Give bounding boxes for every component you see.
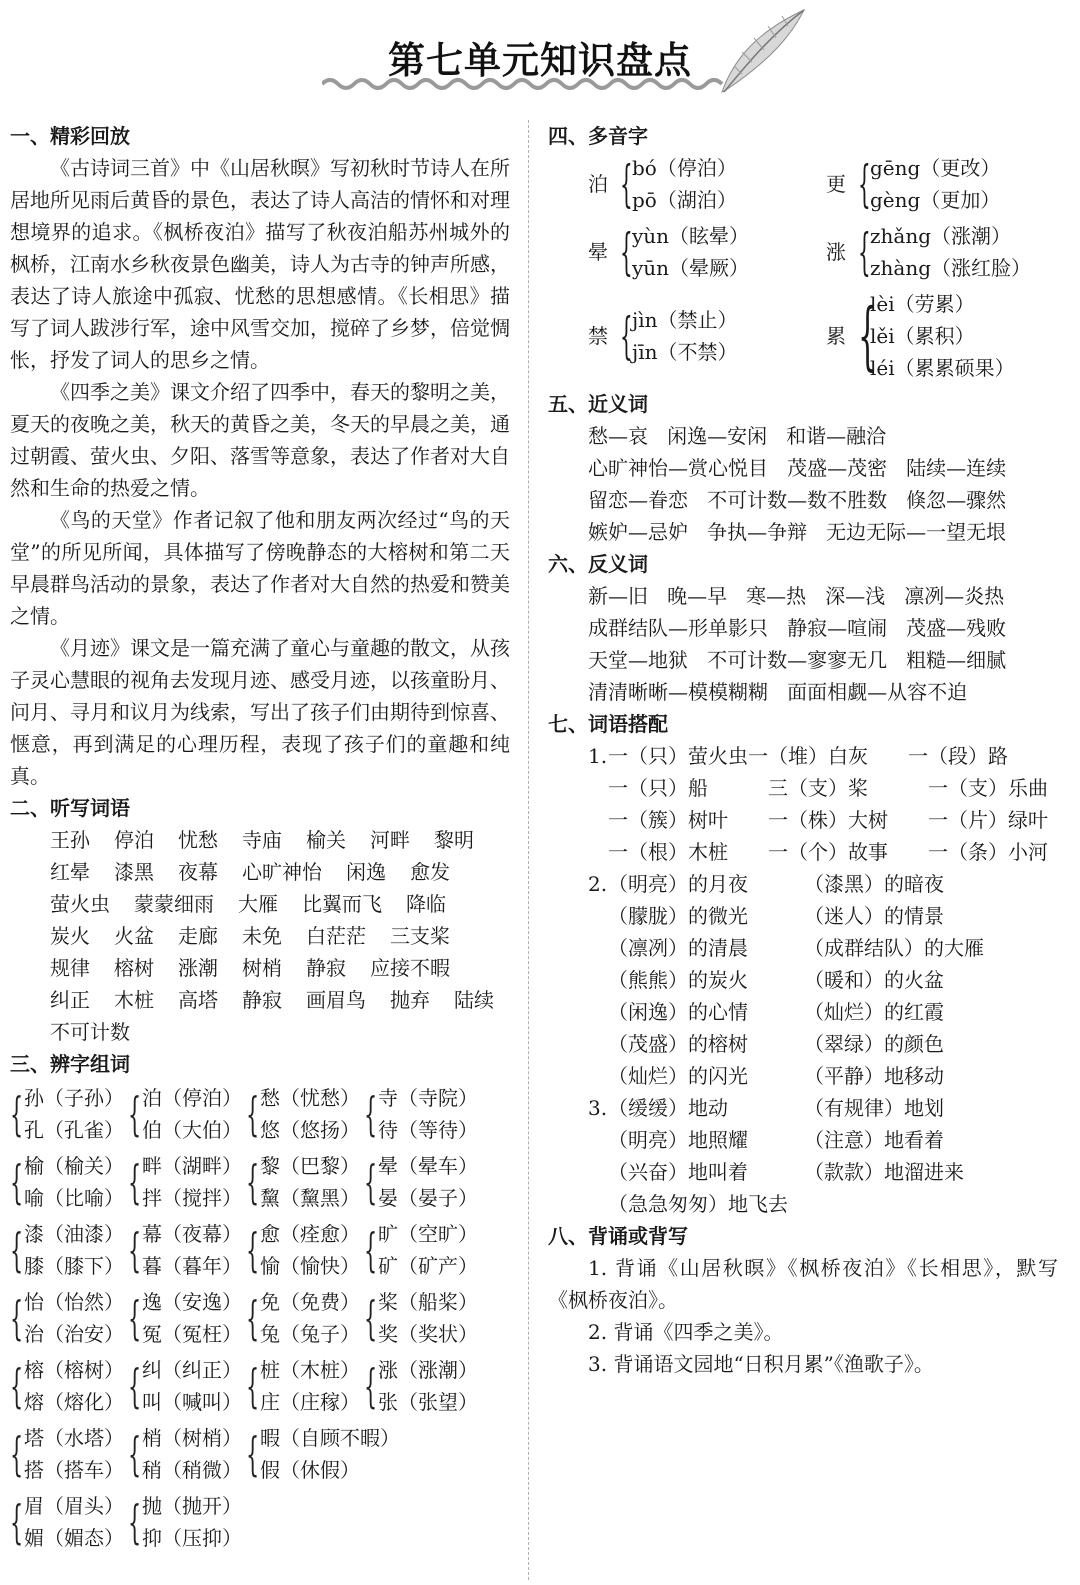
- char-pair: [246, 1218, 364, 1282]
- polyphone-char: 更: [826, 172, 846, 196]
- pair-word: 怡（怡然）: [24, 1290, 124, 1314]
- collocation-row: [548, 1028, 1058, 1060]
- word: 大雁: [238, 892, 278, 916]
- collocation: （平静）地移动: [804, 1064, 944, 1088]
- reading: lèi（劳累）: [870, 292, 975, 316]
- collocation: 一（根）木桩: [608, 840, 728, 864]
- char-pair: [246, 1354, 364, 1418]
- brace-icon: {: [10, 1087, 24, 1141]
- collocation: （有规律）地划: [804, 1096, 944, 1120]
- word: 降临: [406, 892, 446, 916]
- char-pair: [364, 1354, 482, 1418]
- word: 榆关: [306, 828, 346, 852]
- pair-word: 稍（稍微）: [142, 1458, 242, 1482]
- pair-word: 梢（树梢）: [142, 1426, 242, 1450]
- synonym-row: [548, 516, 1058, 548]
- recitation-item: 3. 背诵语文园地“日积月累”《渔歌子》。: [588, 1352, 934, 1376]
- section-char-distinguish: [10, 1048, 510, 1554]
- char-pair: [128, 1490, 246, 1554]
- collocation: 一（段）路: [908, 744, 1008, 768]
- pair-word: 暇（自顾不暇）: [260, 1426, 400, 1450]
- pair-word: 黧（黧黑）: [260, 1186, 360, 1210]
- word: 红晕: [50, 860, 90, 884]
- collocation: 一（堆）白灰: [748, 744, 868, 768]
- collocation: （茂盛）的榕树: [608, 1032, 748, 1056]
- collocation: （明亮）的月夜: [608, 872, 748, 896]
- title-underline-wave: [322, 72, 732, 94]
- word-pair: 和谐—融洽: [786, 424, 887, 448]
- char-pair: [364, 1218, 482, 1282]
- brace-icon: {: [128, 1087, 142, 1141]
- word: 火盆: [114, 924, 154, 948]
- reading: pō（湖泊）: [632, 188, 737, 212]
- polyphone-grid: [548, 152, 1058, 388]
- collocation: （迷人）的情景: [804, 904, 944, 928]
- word-row: [10, 824, 510, 856]
- brace-icon: {: [620, 307, 633, 365]
- word-pair: 不可计数—数不胜数: [707, 488, 888, 512]
- antonym-row: [548, 612, 1058, 644]
- word: 静寂: [306, 956, 346, 980]
- char-pair: [10, 1490, 128, 1554]
- collocation: （成群结队）的大雁: [804, 936, 984, 960]
- pair-word: 治（治安）: [24, 1322, 124, 1346]
- polyphone-char: 禁: [588, 324, 608, 348]
- pair-word: 搭（搭车）: [24, 1458, 124, 1482]
- word: 白茫茫: [306, 924, 366, 948]
- brace-icon: {: [246, 1223, 260, 1277]
- item-number: 3.: [588, 1096, 608, 1120]
- word: 忧愁: [178, 828, 218, 852]
- word: 漆黑: [114, 860, 154, 884]
- word-row: [10, 984, 510, 1016]
- brace-icon: {: [128, 1155, 142, 1209]
- synonym-row: [548, 452, 1058, 484]
- section-heading: 四、多音字: [548, 124, 648, 148]
- reading: zhǎng（涨潮）: [870, 224, 1012, 248]
- word: 画眉鸟: [306, 988, 366, 1012]
- collocation: （缓缓）地动: [608, 1096, 728, 1120]
- pair-word: 膝（膝下）: [24, 1254, 124, 1278]
- antonym-row: [548, 580, 1058, 612]
- right-column: [548, 120, 1058, 1380]
- collocation-row: [548, 740, 1058, 772]
- pair-word: 叫（喊叫）: [142, 1390, 242, 1414]
- collocation-row: [548, 996, 1058, 1028]
- word: 三支桨: [390, 924, 450, 948]
- pair-word: 孙（子孙）: [24, 1086, 124, 1110]
- pair-word: 塔（水塔）: [24, 1426, 124, 1450]
- word-pair: 茂盛—茂密: [787, 456, 888, 480]
- word-pair: 留恋—眷恋: [588, 488, 688, 512]
- word: 闲逸: [346, 860, 386, 884]
- collocation-row: [548, 1124, 1058, 1156]
- paragraph: 《四季之美》课文介绍了四季中，春天的黎明之美，夏天的夜晚之美，秋天的黄昏之美，冬天的早晨之美，通过朝霞、萤火虫、夕阳、落雪等意象，表达了作者对大自然和生命的热爱之情。: [10, 380, 510, 500]
- word-pair: 不可计数—寥寥无几: [707, 648, 888, 672]
- word-pair: 深—浅: [825, 584, 886, 608]
- pair-word: 孔（孔雀）: [24, 1118, 124, 1142]
- pair-word: 桨（船桨）: [378, 1290, 478, 1314]
- brace-icon: {: [246, 1087, 260, 1141]
- collocation-row: [548, 1060, 1058, 1092]
- pair-word: 抛（抛开）: [142, 1494, 242, 1518]
- pair-word: 奖（奖状）: [378, 1322, 478, 1346]
- collocation: （暖和）的火盆: [804, 968, 944, 992]
- collocation-row: [548, 964, 1058, 996]
- pair-word: 免（免费）: [260, 1290, 360, 1314]
- word: 静寂: [242, 988, 282, 1012]
- brace-icon: {: [620, 223, 633, 281]
- word: 榕树: [114, 956, 154, 980]
- reading: léi（累累硕果）: [870, 356, 1015, 380]
- pair-word: 黎（巴黎）: [260, 1154, 360, 1178]
- section-polyphones: [548, 120, 1058, 388]
- pair-word: 眉（眉头）: [24, 1494, 124, 1518]
- brace-icon: {: [128, 1427, 142, 1481]
- pair-word: 熔（熔化）: [24, 1390, 124, 1414]
- antonym-row: [548, 676, 1058, 708]
- recitation-item: 1. 背诵《山居秋暝》《枫桥夜泊》《长相思》，默写《枫桥夜泊》。: [548, 1256, 1058, 1312]
- word: 陆续: [454, 988, 494, 1012]
- page-title: 第七单元知识盘点: [388, 39, 692, 82]
- section-heading: 七、词语搭配: [548, 712, 668, 736]
- column-divider: [528, 120, 529, 1580]
- pair-word: 旷（空旷）: [378, 1222, 478, 1246]
- char-pair: [364, 1082, 482, 1146]
- brace-icon: {: [246, 1155, 260, 1209]
- collocation: （明亮）地照耀: [608, 1128, 748, 1152]
- collocation-row: [548, 932, 1058, 964]
- brace-icon: {: [10, 1359, 24, 1413]
- char-pair: [128, 1354, 246, 1418]
- feather-icon: [712, 4, 812, 96]
- collocation: 一（簇）树叶: [608, 808, 728, 832]
- collocation: （熊熊）的炭火: [608, 968, 748, 992]
- section-collocation: [548, 708, 1058, 1220]
- collocation: 一（只）船: [608, 776, 708, 800]
- word: 河畔: [370, 828, 410, 852]
- brace-icon: {: [128, 1495, 142, 1549]
- section-heading: 八、背诵或背写: [548, 1224, 688, 1248]
- word: 规律: [50, 956, 90, 980]
- polyphone-item: [588, 152, 826, 216]
- polyphone-item: [826, 220, 1064, 284]
- pair-word: 愈（痊愈）: [260, 1222, 360, 1246]
- word-row: [10, 888, 510, 920]
- word-pair: 新—旧: [588, 584, 648, 608]
- pair-word: 纠（纠正）: [142, 1358, 242, 1382]
- pair-word: 伯（大伯）: [142, 1118, 242, 1142]
- synonym-row: [548, 420, 1058, 452]
- word-row: [10, 1016, 510, 1048]
- paragraph: 《鸟的天堂》作者记叙了他和朋友两次经过“鸟的天堂”的所见所闻，具体描写了傍晚静态的大榕树和第二天早晨群鸟活动的景象，表达了作者对大自然的热爱和赞美之情。: [10, 508, 510, 628]
- collocation: （急急匆匆）地飞去: [608, 1192, 788, 1216]
- pair-word: 冤（冤枉）: [142, 1322, 242, 1346]
- word: 树梢: [242, 956, 282, 980]
- polyphone-char: 涨: [826, 240, 846, 264]
- pair-word: 假（休假）: [260, 1458, 360, 1482]
- word-pair: 茂盛—残败: [906, 616, 1007, 640]
- word-pair: 嫉妒—忌妒: [588, 520, 688, 544]
- char-pair: [364, 1286, 482, 1350]
- word: 黎明: [434, 828, 474, 852]
- collocation-row: [548, 804, 1058, 836]
- word-pair: 清清晰晰—模模糊糊: [588, 680, 768, 704]
- brace-icon: {: [10, 1223, 24, 1277]
- pair-word: 桩（木桩）: [260, 1358, 360, 1382]
- brace-icon: {: [128, 1291, 142, 1345]
- char-pair: [10, 1422, 128, 1486]
- pair-word: 矿（矿产）: [378, 1254, 478, 1278]
- char-pair: [128, 1218, 246, 1282]
- char-pair: [128, 1150, 246, 1214]
- word: 不可计数: [50, 1020, 130, 1044]
- collocation: （灿烂）的闪光: [608, 1064, 748, 1088]
- brace-icon: {: [858, 223, 871, 281]
- collocation-row: [548, 868, 1058, 900]
- reading: bó（停泊）: [632, 156, 737, 180]
- brace-icon: {: [364, 1223, 378, 1277]
- pair-word: 畔（湖畔）: [142, 1154, 242, 1178]
- brace-icon: {: [10, 1291, 24, 1345]
- brace-icon: {: [858, 155, 871, 213]
- word: 比翼而飞: [302, 892, 382, 916]
- synonym-row: [548, 484, 1058, 516]
- section-dictation: [10, 792, 510, 1048]
- reading: lěi（累积）: [870, 324, 975, 348]
- char-pair: [246, 1150, 364, 1214]
- char-pair: [128, 1082, 246, 1146]
- pair-word: 泊（停泊）: [142, 1086, 242, 1110]
- collocation-row: [548, 1156, 1058, 1188]
- brace-icon: {: [246, 1427, 260, 1481]
- polyphone-item: [588, 288, 826, 384]
- collocation: 一（支）乐曲: [928, 776, 1048, 800]
- word: 王孙: [50, 828, 90, 852]
- collocation-row: [548, 836, 1058, 868]
- char-pair: [10, 1286, 128, 1350]
- polyphone-char: 累: [826, 324, 846, 348]
- reading: yūn（晕厥）: [632, 256, 750, 280]
- brace-icon: {: [128, 1359, 142, 1413]
- pair-word: 喻（比喻）: [24, 1186, 124, 1210]
- reading: jìn（禁止）: [632, 308, 738, 332]
- reading: yùn（眩晕）: [632, 224, 750, 248]
- title-banner: [0, 0, 1080, 110]
- collocation: 一（个）故事: [768, 840, 888, 864]
- collocation: （兴奋）地叫着: [608, 1160, 748, 1184]
- char-pair: [246, 1422, 482, 1486]
- pair-word: 晏（晏子）: [378, 1186, 478, 1210]
- pair-word: 悠（悠扬）: [260, 1118, 360, 1142]
- word: 夜幕: [178, 860, 218, 884]
- polyphone-item: [826, 288, 1064, 384]
- char-pair: [128, 1286, 246, 1350]
- word-pair: 凛冽—炎热: [904, 584, 1005, 608]
- item-number: 2.: [588, 872, 608, 896]
- pair-word: 兔（兔子）: [260, 1322, 360, 1346]
- word: 蒙蒙细雨: [134, 892, 214, 916]
- collocation: 一（条）小河: [928, 840, 1048, 864]
- collocation: （凛冽）的清晨: [608, 936, 748, 960]
- brace-icon: {: [620, 155, 633, 213]
- word: 纠正: [50, 988, 90, 1012]
- pair-word: 暮（暮年）: [142, 1254, 242, 1278]
- pair-word: 愁（忧愁）: [260, 1086, 360, 1110]
- collocation: [804, 1188, 1054, 1220]
- section-heading: 二、听写词语: [10, 796, 130, 820]
- word: 木桩: [114, 988, 154, 1012]
- char-pair-grid: [10, 1082, 510, 1554]
- word-pair: 心旷神怡—赏心悦目: [588, 456, 768, 480]
- word-pair: 无边无际—一望无垠: [826, 520, 1007, 544]
- brace-icon: {: [10, 1427, 24, 1481]
- pair-word: 待（等待）: [378, 1118, 478, 1142]
- collocation: （朦胧）的微光: [608, 904, 748, 928]
- brace-icon: {: [10, 1495, 24, 1549]
- pair-word: 涨（涨潮）: [378, 1358, 478, 1382]
- brace-icon: {: [10, 1155, 24, 1209]
- brace-icon: {: [246, 1359, 260, 1413]
- pair-word: 榕（榕树）: [24, 1358, 124, 1382]
- word: 走廊: [178, 924, 218, 948]
- collocation: 一（只）萤火虫: [608, 744, 748, 768]
- brace-icon: {: [364, 1291, 378, 1345]
- polyphone-char: 泊: [588, 172, 608, 196]
- left-column: [10, 120, 510, 1554]
- antonym-row: [548, 644, 1058, 676]
- char-pair: [10, 1082, 128, 1146]
- collocation: 三（支）桨: [768, 776, 868, 800]
- word-pair: 寒—热: [746, 584, 807, 608]
- reading: gèng（更加）: [870, 188, 1001, 212]
- pair-word: 漆（油漆）: [24, 1222, 124, 1246]
- section-recitation: [548, 1220, 1058, 1380]
- pair-word: 逸（安逸）: [142, 1290, 242, 1314]
- char-pair: [10, 1218, 128, 1282]
- pair-word: 愉（愉快）: [260, 1254, 360, 1278]
- brace-icon: {: [364, 1155, 378, 1209]
- section-antonyms: [548, 548, 1058, 708]
- collocation: （漆黑）的暗夜: [804, 872, 944, 896]
- brace-icon: {: [364, 1087, 378, 1141]
- word-pair: 晚—早: [667, 584, 728, 608]
- word: 心旷神怡: [242, 860, 322, 884]
- word: 萤火虫: [50, 892, 110, 916]
- char-pair: [364, 1150, 482, 1214]
- word: 涨潮: [178, 956, 218, 980]
- pair-word: 晕（晕车）: [378, 1154, 478, 1178]
- collocation: （灿烂）的红霞: [804, 1000, 944, 1024]
- word-pair: 成群结队—形单影只: [588, 616, 768, 640]
- collocation: 一（片）绿叶: [928, 808, 1048, 832]
- collocation: （款款）地溜进来: [804, 1160, 964, 1184]
- pair-word: 媚（媚态）: [24, 1526, 124, 1550]
- word-pair: 倏忽—骤然: [906, 488, 1007, 512]
- pair-word: 寺（寺院）: [378, 1086, 478, 1110]
- polyphone-char: 晕: [588, 240, 608, 264]
- char-pair: [10, 1354, 128, 1418]
- section-heading: 一、精彩回放: [10, 124, 130, 148]
- item-number: 1.: [588, 744, 608, 768]
- polyphone-item: [826, 152, 1064, 216]
- reading: zhàng（涨红脸）: [870, 256, 1032, 280]
- pair-word: 拌（搅拌）: [142, 1186, 242, 1210]
- collocation-row: [548, 1092, 1058, 1124]
- word-pair: 陆续—连续: [906, 456, 1007, 480]
- pair-word: 抑（压抑）: [142, 1526, 242, 1550]
- section-heading: 三、辨字组词: [10, 1052, 130, 1076]
- word-pair: 天堂—地狱: [588, 648, 688, 672]
- word-pair: 静寂—喧闹: [787, 616, 888, 640]
- section-heading: 六、反义词: [548, 552, 648, 576]
- collocation: 一（株）大树: [768, 808, 888, 832]
- polyphone-item: [588, 220, 826, 284]
- word-pair: 愁—哀: [588, 424, 648, 448]
- brace-icon: {: [128, 1223, 142, 1277]
- word-row: [10, 920, 510, 952]
- collocation: （闲逸）的心情: [608, 1000, 748, 1024]
- section-highlights: [10, 120, 510, 792]
- pair-word: 榆（榆关）: [24, 1154, 124, 1178]
- reading: jīn（不禁）: [632, 340, 738, 364]
- collocation-row: [548, 900, 1058, 932]
- collocation-row: [548, 772, 1058, 804]
- word: 抛弃: [390, 988, 430, 1012]
- char-pair: [246, 1082, 364, 1146]
- word-row: [10, 952, 510, 984]
- char-pair: [10, 1150, 128, 1214]
- collocation-row: [548, 1188, 1058, 1220]
- paragraph: 《古诗词三首》中《山居秋暝》写初秋时节诗人在所居地所见雨后黄昏的景色，表达了诗人高洁的情怀和对理想境界的追求。《枫桥夜泊》描写了秋夜泊船苏州城外的枫桥，江南水乡秋夜景色幽美，诗人为古寺的钟声所感，表达了诗人旅途中孤寂、忧愁的思想感情。《长相思》描写了词人跋涉行军，途中风雪交加，搅碎了乡梦，倍觉惆怅，抒发了词人的思乡之情。: [10, 156, 510, 372]
- word-row: [10, 856, 510, 888]
- recitation-item: 2. 背诵《四季之美》。: [588, 1320, 784, 1344]
- reading: gēng（更改）: [870, 156, 1001, 180]
- section-synonyms: [548, 388, 1058, 548]
- section-heading: 五、近义词: [548, 392, 648, 416]
- paragraph: 《月迹》课文是一篇充满了童心与童趣的散文，从孩子灵心慧眼的视角去发现月迹、感受月迹，以孩童盼月、问月、寻月和议月为线索，写出了孩子们由期待到惊喜、惬意，再到满足的心理历程，表现了孩子们的童趣和纯真。: [10, 636, 510, 788]
- pair-word: 庄（庄稼）: [260, 1390, 360, 1414]
- brace-icon: {: [364, 1359, 378, 1413]
- word: 高塔: [178, 988, 218, 1012]
- collocation: （翠绿）的颜色: [804, 1032, 944, 1056]
- word-pair: 争执—争辩: [707, 520, 808, 544]
- char-pair: [128, 1422, 246, 1486]
- word: 停泊: [114, 828, 154, 852]
- brace-icon: {: [858, 293, 877, 379]
- word: 愈发: [410, 860, 450, 884]
- word-pair: 面面相觑—从容不迫: [787, 680, 968, 704]
- pair-word: 幕（夜幕）: [142, 1222, 242, 1246]
- word: 应接不暇: [370, 956, 450, 980]
- pair-word: 张（张望）: [378, 1390, 478, 1414]
- collocation: （注意）地看着: [804, 1128, 944, 1152]
- char-pair: [246, 1286, 364, 1350]
- word: 未免: [242, 924, 282, 948]
- word-pair: 闲逸—安闲: [667, 424, 768, 448]
- word: 炭火: [50, 924, 90, 948]
- word: 寺庙: [242, 828, 282, 852]
- brace-icon: {: [246, 1291, 260, 1345]
- word-pair: 粗糙—细腻: [906, 648, 1007, 672]
